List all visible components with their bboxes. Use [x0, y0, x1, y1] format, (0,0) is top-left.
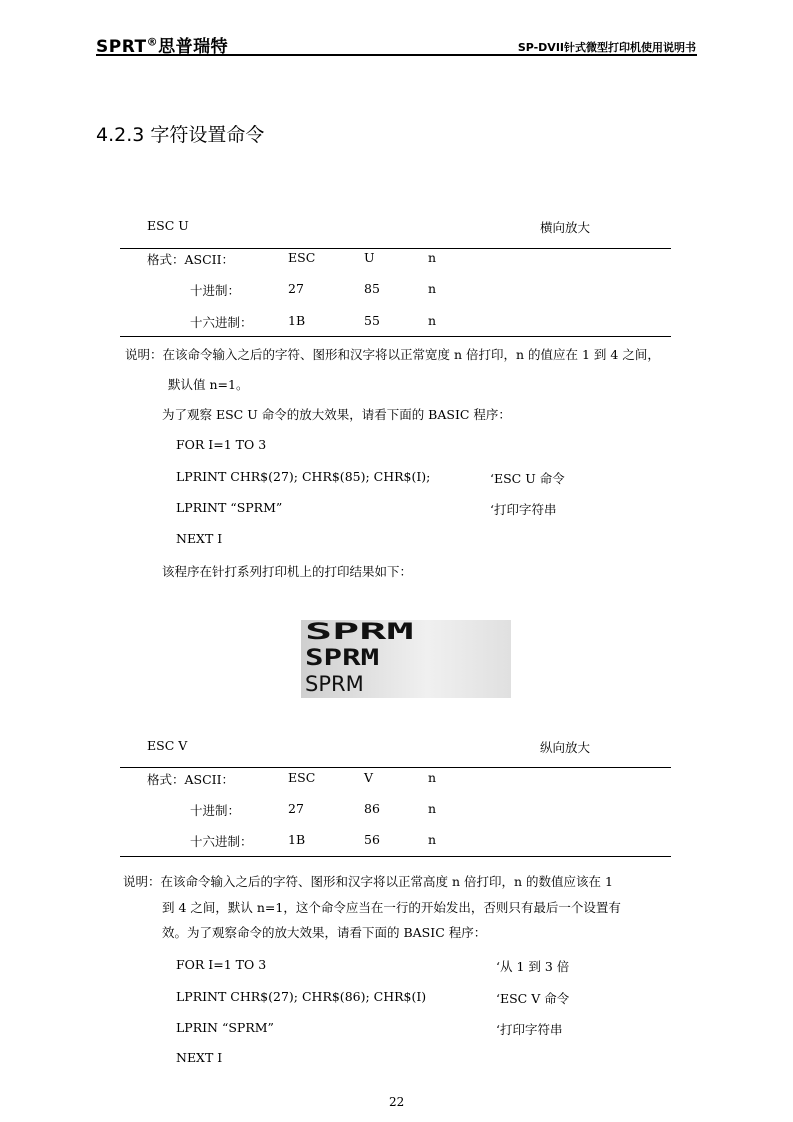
- cmd-u-row-c: n: [428, 313, 437, 328]
- cmd-u-note: 为了观察 ESC U 命令的放大效果，请看下面的 BASIC 程序：: [162, 407, 511, 422]
- code-comment: ‘打印字符串: [496, 1022, 563, 1037]
- cmd-v-note: 效。为了观察命令的放大效果，请看下面的 BASIC 程序：: [162, 925, 487, 940]
- code-line: LPRINT CHR$(27); CHR$(85); CHR$(I);: [176, 469, 431, 484]
- cmd-v-desc: 纵向放大: [540, 740, 591, 755]
- cmd-v-row-a: ESC: [288, 770, 316, 785]
- code-comment: ‘ESC U 命令: [490, 471, 565, 486]
- cmd-u-row-label: 十进制：: [190, 283, 241, 298]
- cmd-v-row-c: n: [428, 770, 437, 785]
- cmd-v-row-a: 1B: [288, 832, 306, 847]
- code-line: NEXT I: [176, 1050, 223, 1065]
- header-logo: SPRT®思普瑞特: [96, 35, 229, 57]
- cmd-v-row-label: 格式：ASCII：: [147, 772, 235, 787]
- cmd-u-row-c: n: [428, 250, 437, 265]
- sample-line-normal: SPRM: [305, 672, 364, 696]
- cmd-u-row-c: n: [428, 281, 437, 296]
- cmd-v-bottom-rule: [120, 856, 671, 857]
- header-title: SP-DVII针式微型打印机使用说明书: [517, 41, 696, 54]
- section-title: 4.2.3 字符设置命令: [96, 124, 265, 146]
- code-line: LPRIN “SPRM”: [176, 1020, 274, 1035]
- code-comment: ‘打印字符串: [490, 502, 557, 517]
- header-rule: [96, 54, 697, 56]
- cmd-u-row-a: 1B: [288, 313, 306, 328]
- cmd-u-row-b: U: [364, 250, 375, 265]
- cmd-u-bottom-rule: [120, 336, 671, 337]
- cmd-u-note: 说明：在该命令输入之后的字符、图形和汉字将以正常宽度 n 倍打印，n 的值应在 1 到 4 之间，: [125, 347, 660, 362]
- cmd-u-row-a: 27: [288, 281, 304, 296]
- cmd-u-note: 默认值 n=1。: [168, 377, 249, 392]
- cmd-v-row-c: n: [428, 801, 437, 816]
- cmd-v-row-a: 27: [288, 801, 304, 816]
- cmd-v-note: 说明：在该命令输入之后的字符、图形和汉字将以正常高度 n 倍打印，n 的数值应该在 1: [123, 874, 613, 889]
- cmd-v-row-label: 十六进制：: [190, 834, 253, 849]
- code-line: FOR I=1 TO 3: [176, 957, 267, 972]
- cmd-v-row-c: n: [428, 832, 437, 847]
- cmd-v-name: ESC V: [147, 738, 188, 753]
- cmd-u-desc: 横向放大: [540, 220, 591, 235]
- code-line: LPRINT CHR$(27); CHR$(86); CHR$(I): [176, 989, 427, 1004]
- cmd-u-top-rule: [120, 248, 671, 249]
- page-number: 22: [389, 1095, 405, 1109]
- cmd-v-top-rule: [120, 767, 671, 768]
- cmd-v-row-b: 86: [364, 801, 380, 816]
- code-comment: ‘ESC V 命令: [496, 991, 570, 1006]
- result-text: 该程序在针打系列打印机上的打印结果如下：: [162, 564, 413, 579]
- cmd-u-row-b: 85: [364, 281, 380, 296]
- cmd-u-row-label: 十六进制：: [190, 315, 253, 330]
- cmd-v-note: 到 4 之间，默认 n=1，这个命令应当在一行的开始发出，否则只有最后一个设置有: [162, 900, 621, 915]
- sample-line-wide: SPRM: [305, 620, 414, 645]
- cmd-u-row-b: 55: [364, 313, 380, 328]
- print-sample-image: [301, 620, 511, 698]
- cmd-u-name: ESC U: [147, 218, 189, 233]
- cmd-v-row-b: V: [364, 770, 374, 785]
- cmd-v-row-b: 56: [364, 832, 380, 847]
- code-line: FOR I=1 TO 3: [176, 437, 267, 452]
- cmd-u-row-a: ESC: [288, 250, 316, 265]
- cmd-v-row-label: 十进制：: [190, 803, 241, 818]
- code-line: LPRINT “SPRM”: [176, 500, 283, 515]
- cmd-u-row-label: 格式：ASCII：: [147, 252, 235, 267]
- sample-line-medium: SPRM: [305, 646, 380, 671]
- code-comment: ‘从 1 到 3 倍: [496, 959, 570, 974]
- code-line: NEXT I: [176, 531, 223, 546]
